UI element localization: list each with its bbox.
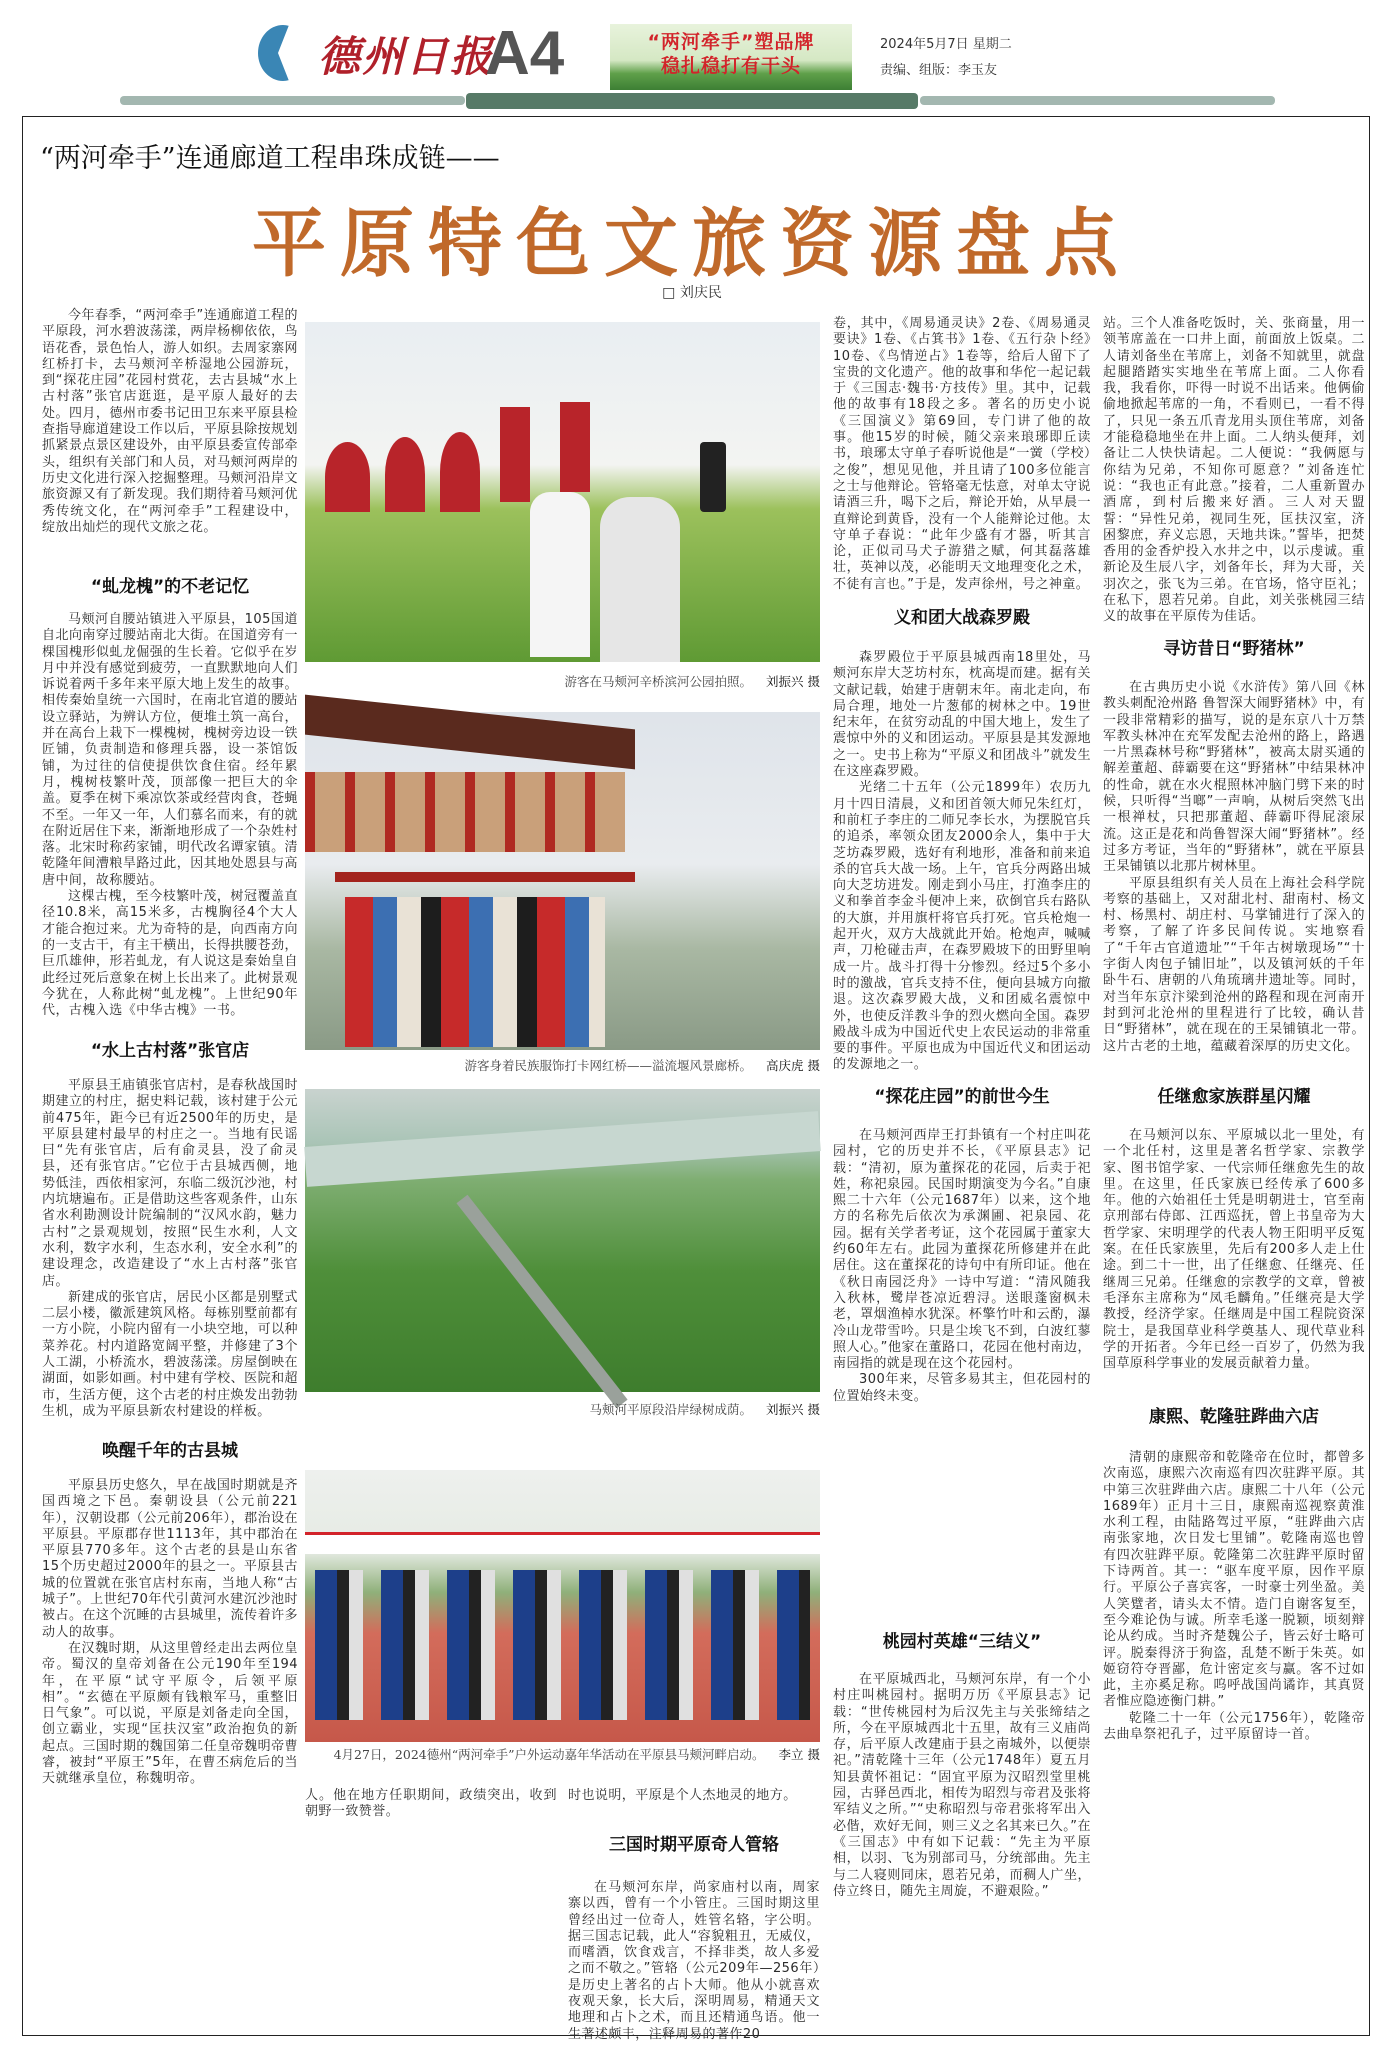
section-body-continued xyxy=(1103,316,1365,625)
section-heading: 任继愈家族群星闪耀 xyxy=(1157,1087,1311,1107)
newspaper-logo-icon xyxy=(258,25,308,81)
section-body xyxy=(305,1788,557,2034)
photo-tourists-selfie xyxy=(305,322,820,662)
issue-info xyxy=(880,32,1012,84)
section-heading: “探花庄园”的前世今生 xyxy=(874,1087,1050,1107)
article-lead xyxy=(42,308,298,540)
photo-cycling-carnival xyxy=(305,1470,820,1742)
section-body xyxy=(42,1478,298,2033)
caption-text: 马颊河平原段沿岸绿树成荫。 xyxy=(589,1402,753,1417)
section-body xyxy=(1103,680,1365,1062)
paragraph: 光绪二十五年（公元1899年）农历九月十四日清晨，义和团首领大师兄朱红灯，和前杠子李庄的二师兄李长水，为摆脱官兵的追杀，率领众团友2000余人，集中于大芝坊森罗殿，选好有利地形，准备和前来追杀的官兵大战一场。上午，官兵分两路出城向大芝坊进发。刚走到小马庄，打渔李庄的义和拳首李金斗便冲上来，砍倒官兵右路队的大旗，并用旗杆将官兵打死。官兵枪炮一起开火，双方大战就此开始。枪炮声，喊喊声，刀枪碰击声，在森罗殿坡下的田野里响成一片。战斗打得十分惨烈。经过5个多小时的激战，官兵支持不住，便向县城方向撤退。这次森罗殿大战，义和团威名震惊中外，也使反洋教斗争的烈火燃向全国。森罗殿战斗成为中国近代史上农民运动的非常重要的事件。平原也成为中国近代义和团运动的发源地之一。 xyxy=(833,780,1091,1073)
divider-right xyxy=(920,96,1275,105)
paragraph: 平原县王庙镇张官店村，是春秋战国时期建立的村庄，据史料记载，该村建于公元前475年，距今已有近2500年的历史，是平原县建村最早的村庄之一。当地有民谣曰“先有张官店，后有俞灵县，没了俞灵县，还有张官店。”它位于古县城西侧，地势低洼，西依相家河，东临二级沉沙池，村内坑塘遍布。正是借助这些客观条件，山东省水利勘测设计院编制的“汉风水韵，魅力古村”之景观规划，按照“民生水利，人文水利，数字水利，生态水利，安全水利”的建设理念，改造建设了“水上古村落”张官店。 xyxy=(42,1078,298,1289)
page-number: A4 xyxy=(485,19,565,88)
paragraph: 站。三个人准备吃饭时，关、张商量，用一领苇席盖在一口井上面，前面放上饭桌。二人请刘备坐在苇席上，刘备不知就里，就盘起腿踏踏实实地坐在苇席上面。二人你看我，我看你，吓得一时说不出话来。他俩偷偷地掀起苇席的一角，不看则已，一看不得了，只见一条五爪青龙用头顶住苇席，刘备才能稳稳地坐在井上面。二人纳头便拜，刘备让二人快快请起。二人便说：“我俩愿与你结为兄弟，不知你可愿意？”刘备连忙说：“我也正有此意。”接着，二人重新置办酒席，到村后搬来好酒。三人对天盟誓：“异性兄弟，视同生死，匡扶汉室，济困黎庶，弃义忘恩，天地共诛。”誓毕，把焚香用的金香炉投入水井之中，以示虔诚。重新论及生辰八字，刘备年长，拜为大哥，关羽次之，张飞为三弟。在官场，恪守臣礼；在私下，恩若兄弟。自此，刘关张桃园三结义的故事在平原传为佳话。 xyxy=(1103,316,1365,625)
caption-text: 游客在马颊河辛桥滨河公园拍照。 xyxy=(564,674,753,689)
lead-paragraph: 今年春季，“两河牵手”连通廊道工程的平原段，河水碧波荡漾，两岸杨柳依依，鸟语花香，景色怡人，游人如织。去周家寨网红桥打卡，去马颊河辛桥湿地公园游玩，到“探花庄园”花园村赏花，去古县城“水上古村落”张官店逛逛，是平原人最好的去处。四月，德州市委书记田卫东来平原县检查指导廊道建设工作以后，平原县除按规划抓紧景点景区建设外，由平原县委宣传部牵头，组织有关部门和人员，对马颊河两岸的历史文化进行深入挖掘整理。马颊河沿岸文旅资源又有了新发现。我们期待着马颊河优秀传统文化，在“两河牵手”工程建设中，绽放出灿烂的现代文旅之花。 xyxy=(42,308,298,535)
section-heading: “虬龙槐”的不老记忆 xyxy=(90,577,250,597)
photo-aerial-riverbank xyxy=(305,1089,820,1392)
paragraph: 平原县组织有关人员在上海社会科学院考察的基础上，又对甜北村、甜南村、杨文村、杨黑村、胡庄村、马掌铺进行了深入的考察，了解了许多民间传说。实地察看了“千年古官道遗址”“千年古树墩现场”“十字街人肉包子铺旧址”，以及镇河妖的千年卧牛石、唐朝的八角琉璃井遗址等。同时，对当年东京汴梁到沧州的路程和现在河南开封到河北沧州的里程进行了比较，确认昔日“野猪林”，就在现在的王杲铺镇北一带。这片古老的土地，蕴藏着深厚的历史文化。 xyxy=(1103,875,1365,1054)
photo-credit: 高庆虎 摄 xyxy=(766,1058,820,1073)
section-heading: 三国时期平原奇人管辂 xyxy=(609,1835,779,1855)
section-body xyxy=(833,1672,1091,2034)
photo-caption xyxy=(305,1400,820,1418)
paragraph: 平原县历史悠久，早在战国时期就是齐国西境之下邑。秦朝设县（公元前221年），汉朝设郡（公元前206年），郡治设在平原县。平原郡存世1113年，其中郡治在平原县770多年。这个古老的县是山东省15个历史超过2000年的县之一。平原县古城的位置就在张官店村东南，当地人称“古城子”。上世纪70年代引黄河水建沉沙池时被占。在这个沉睡的古县城里，流传着许多动人的故事。 xyxy=(42,1478,298,1640)
section-body-continued xyxy=(833,316,1091,592)
section-body xyxy=(568,1880,820,2042)
paragraph: 新建成的张官店，居民小区都是别墅式二层小楼，徽派建筑风格。每栋别墅前都有一方小院，小院内留有一小块空地，可以种菜养花。村内道路宽阔平整，并修建了3个人工湖，小桥流水，碧波荡漾。房屋倒映在湖面，如影如画。村中建有学校、医院和超市，生活方便，这个古老的村庄焕发出勃勃生机，成为平原县新农村建设的样板。 xyxy=(42,1289,298,1419)
photo-credit: 刘振兴 摄 xyxy=(766,1402,820,1417)
photo-credit: 李立 摄 xyxy=(778,1747,820,1762)
section-heading: 桃园村英雄“三结义” xyxy=(882,1632,1042,1652)
editor-credit: 责编、组版：李玉友 xyxy=(880,63,998,78)
divider-center xyxy=(466,93,918,109)
paragraph: 时也说明，平原是个人杰地灵的地方。 xyxy=(568,1788,797,1803)
divider-left xyxy=(120,96,465,105)
paragraph: 在马颊河东岸，尚家庙村以南，周家寨以西，曾有一个小管庄。三国时期这里曾经出过一位奇人，姓管名辂，字公明。据三国志记载，此人“容貌粗丑，无威仪，而嗜酒，饮食戏言，不择非类，故人多爱之而不敬之。”管辂（公元209年—256年）是历史上著名的占卜大师。他从小就喜欢夜观天象，长大后，深明周易，精通天文地理和占卜之术，而且还精通鸟语。他一生著述颇丰，注释周易的著作20 xyxy=(568,1880,820,2042)
paragraph: 马颊河自腰站镇进入平原县，105国道自北向南穿过腰站南北大街。在国道旁有一棵国槐形似虬龙倔强的生长着。它似乎在岁月中并没有感觉到疲劳，一直默默地向人们诉说着两千多年来平原大地上发生的故事。相传秦始皇统一六国时，在南北官道的腰站设立驿站，为辨认方位，便堆土筑一高台，并在高台上栽下一棵槐树，槐树旁边设一铁匠铺，负责制造和修理兵器，设一茶馆饭铺，为过往的信使提供饮食住宿。经年累月，槐树枝繁叶茂，顶部像一把巨大的伞盖。夏季在树下乘凉饮茶或经营肉食，苍蝇不至。一年又一年，人们慕名而来，有的就在附近居住下来，渐渐地形成了一个杂姓村落。北宋时称药家铺，明代改名谭家镇。清乾隆年间漕粮旱路过此，因其地处恩县与高唐中间，故称腰站。 xyxy=(42,612,298,888)
issue-date: 2024年5月7日 星期二 xyxy=(880,37,1012,52)
section-body xyxy=(568,1788,820,1808)
paragraph: 在汉魏时期，从这里曾经走出去两位皇帝。蜀汉的皇帝刘备在公元190年至194年，在平原“试守平原令，后领平原相”。“玄德在平原颇有钱粮军马，重整旧日气象”。可以说，平原是刘备走向全国，创立霸业，实现“匡扶汉室”政治抱负的新起点。三国时期的魏国第二任皇帝魏明帝曹睿，被封“平原王”5年，在曹丕病危后的当天就继承皇位，称魏明帝。 xyxy=(42,1640,298,1787)
photo-caption xyxy=(305,1056,820,1074)
paragraph: 人。他在地方任职期间，政绩突出，收到朝野一致赞誉。 xyxy=(305,1788,557,1820)
article-kicker: “两河牵手”连通廊道工程串珠成链—— xyxy=(40,143,500,174)
paragraph: 300年来，尽管多易其主，但花园村的位置始终未变。 xyxy=(833,1372,1091,1404)
paragraph: 在平原城西北，马颊河东岸，有一个小村庄叫桃园村。据明万历《平原县志》记载：“世传桃园村为后汉先主与关张缔结之所，今在平原城西北十五里，故有三义庙尚存，后平原人改建庙于县之南城外，以便崇祀。”清乾隆十三年（公元1748年）夏五月知县黄怀祖记：“固宜平原为汉昭烈堂里桃园，古驿邑西北，相传为昭烈与帝君及张将军结义之所。”“史称昭烈与帝君张将军出入必偕，欢好无间，则三义之名其来已久。”在《三国志》中有如下记载：“先主为平原相，以羽、飞为别部司马，分统部曲。先主与二人寝则同床，恩若兄弟，而稠人广坐，侍立终日，随先主周旋，不避艰险。” xyxy=(833,1672,1091,1899)
paragraph: 这棵古槐，至今枝繁叶茂，树冠覆盖直径10.8米，高15米多，古槐胸径4个大人才能合抱过来。尤为奇特的是，向西南方向的一支古干，有主干横出，长得拱腰苍劲，巨爪雄伸，形若虬龙，有人说这是秦始皇自此经过死后意象在树上长出来了。此树景观今犹在，人称此树“虬龙槐”。上世纪90年代，古槐入选《中华古槐》一书。 xyxy=(42,889,298,1019)
paragraph: 在古典历史小说《水浒传》第八回《林教头刺配沧州路 鲁智深大闹野猪林》中，有一段非常精彩的描写，说的是东京八十万禁军教头林冲在充军发配去沧州的路上，路遇一片黑森林号称“野猪林”，被高太尉买通的解差董超、薛霸要在这“野猪林”中结果林冲的性命，就在水火棍照林冲脑门劈下来的时候，只听得“当啷”一声响，从树后突然飞出一根禅杖，只把那董超、薛霸吓得屁滚尿流。这正是花和尚鲁智深大闹“野猪林”。经过多方考证，当年的“野猪林”，就在平原县王杲铺镇以北那片树林里。 xyxy=(1103,680,1365,875)
banner-line-1: “两河牵手”塑品牌 xyxy=(647,31,815,53)
photo-caption xyxy=(305,1747,820,1763)
section-body xyxy=(42,612,298,1019)
photo-ethnic-costumes-bridge xyxy=(305,712,820,1050)
photo-credit: 刘振兴 摄 xyxy=(766,674,820,689)
paragraph: 卷，其中，《周易通灵诀》2卷、《周易通灵要诀》1卷、《占箕书》1卷、《五行杂卜经》10卷、《鸟情逆占》1卷等，给后人留下了宝贵的文化遗产。他的故事和华佗一起记载于《三国志·魏书·方技传》里。其中，记载他的故事有18段之多。著名的历史小说《三国演义》第69回，专门讲了他的故事。他15岁的时候，随父亲来琅琊即丘读书，琅琊太守单子春听说他是“一黉（学校）之俊”，想见见他，并且请了100多位能言之士与他辩论。管辂毫无怯意，对单太守说请酒三升，喝下之后，辩论开始，从早晨一直辩论到黄昏，没有一个人能辩论过他。太守单子春说：“此年少盛有才器，听其言论，正似司马犬子游猎之赋，何其磊落雄壮，英神以茂，必能明天文地理变化之术，不徒有言也。”于是，发声徐州，号之神童。 xyxy=(833,316,1091,592)
section-body xyxy=(833,1128,1091,1608)
photo-caption xyxy=(305,672,820,690)
newspaper-name: 德州日报 xyxy=(318,32,495,81)
paragraph: 森罗殿位于平原县城西南18里处，马颊河东岸大芝坊村东，枕高堤而建。据有关文献记载，始建于唐朝末年。南北走向，布局合理，地处一片葱郁的树林之中。19世纪末年，在贫穷动乱的中国大地上，发生了震惊中外的义和团运动。平原县是其发源地之一。史书上称为“平原义和团战斗”就发生在这座森罗殿。 xyxy=(833,650,1091,780)
column-banner xyxy=(610,24,852,90)
caption-text: 游客身着民族服饰打卡网红桥——溢流堰风景廊桥。 xyxy=(464,1058,753,1073)
section-body xyxy=(833,650,1091,1073)
paragraph: 乾隆二十一年（公元1756年），乾隆帝去曲阜祭祀孔子，过平原留诗一首。 xyxy=(1103,1710,1365,1743)
section-body xyxy=(42,1078,298,1419)
section-body xyxy=(1103,1128,1365,1378)
section-heading: “水上古村落”张官店 xyxy=(90,1041,250,1061)
article-byline: □ 刘庆民 xyxy=(662,285,722,301)
paragraph: 清朝的康熙帝和乾隆帝在位时，都曾多次南巡，康熙六次南巡有四次驻跸平原。其中第三次驻跸曲六店。康熙二十八年（公元1689年）正月十三日，康熙南巡视察黄淮水利工程，由陆路驾过平原，“驻跸曲六店南张家地，次日发七里铺”。乾隆南巡也曾有四次驻跸平原。乾隆第二次驻跸平原时留下诗两首。其一：“驱车度平原，因作平原行。平原公子喜宾客，一时豪士列坐盈。美人笑躄者，请头太不情。造门自谢客复至，至今难论伪与诚。所幸毛遂一脱颖，顷刻辩论从约成。当时齐楚魏公子，皆云好士略可评。脱秦得济于狗盗，乱楚不断于朱英。如姬窃符夺晋鄙，危计密定亥与赢。客不过如此，主亦奚足称。呜呼战国尚谲诈，其真贤者惟应隐迹衡门耕。” xyxy=(1103,1450,1365,1710)
section-heading: 义和团大战森罗殿 xyxy=(894,608,1030,628)
section-heading: 寻访昔日“野猪林” xyxy=(1163,639,1305,659)
section-heading: 唤醒千年的古县城 xyxy=(102,1441,238,1461)
section-heading: 康熙、乾隆驻跸曲六店 xyxy=(1149,1407,1319,1427)
paragraph: 在马颊河西岸王打卦镇有一个村庄叫花园村，它的历史并不长，《平原县志》记载：“清初，原为董探花的花园，后卖于祀姓，称祀泉园。民国时期演变为今名。”自康熙二十六年（公元1687年）以来，这个地方的名称先后依次为承渊圃、祀泉园、花园。据有关学者考证，这个花园属于董家大约60年左右。此园为董探花所修建并在此居住。这在董探花的诗句中有所印证。他在《秋日南园泛舟》一诗中写道：“清风随我入秋林，鹭岸苍凉近碧浔。送眼蓬窗枫未老，罩烟渔棹水犹深。杯擎竹叶和云酌，瀑冷山龙带雪吟。只是尘埃飞不到，白波红蓼照人心。”他家在董路口，花园在他村南边，南园指的就是现在这个花园村。 xyxy=(833,1128,1091,1372)
article-title: 平原特色文旅资源盘点 xyxy=(252,201,1132,287)
paragraph: 在马颊河以东、平原城以北一里处，有一个北任村，这里是著名哲学家、宗教学家、图书馆学家、一代宗师任继愈先生的故里。在这里，任氏家族已经传承了600多年。他的六始祖任士凭是明朝进士，官至南京刑部右侍郎、江西巡抚，曾上书皇帝为大哲学家、宋明理学的代表人物王阳明平反冤案。在任氏家族里，先后有200多人走上仕途。到二十一世，出了任继愈、任继亮、任继周三兄弟。任继愈的宗教学的文章，曾被毛泽东主席称为“凤毛麟角。”任继亮是大学教授，经济学家。任继周是中国工程院资深院士，是我国草业科学奠基人、现代草业科学的开拓者。今年已经一百岁了，仍然为我国草原科学事业的发展贡献着力量。 xyxy=(1103,1128,1365,1372)
banner-line-2: 稳扎稳打有干头 xyxy=(660,55,801,77)
caption-text: 4月27日，2024德州“两河牵手”户外运动嘉年华活动在平原县马颊河畔启动。 xyxy=(333,1747,765,1762)
section-body xyxy=(1103,1450,1365,2034)
